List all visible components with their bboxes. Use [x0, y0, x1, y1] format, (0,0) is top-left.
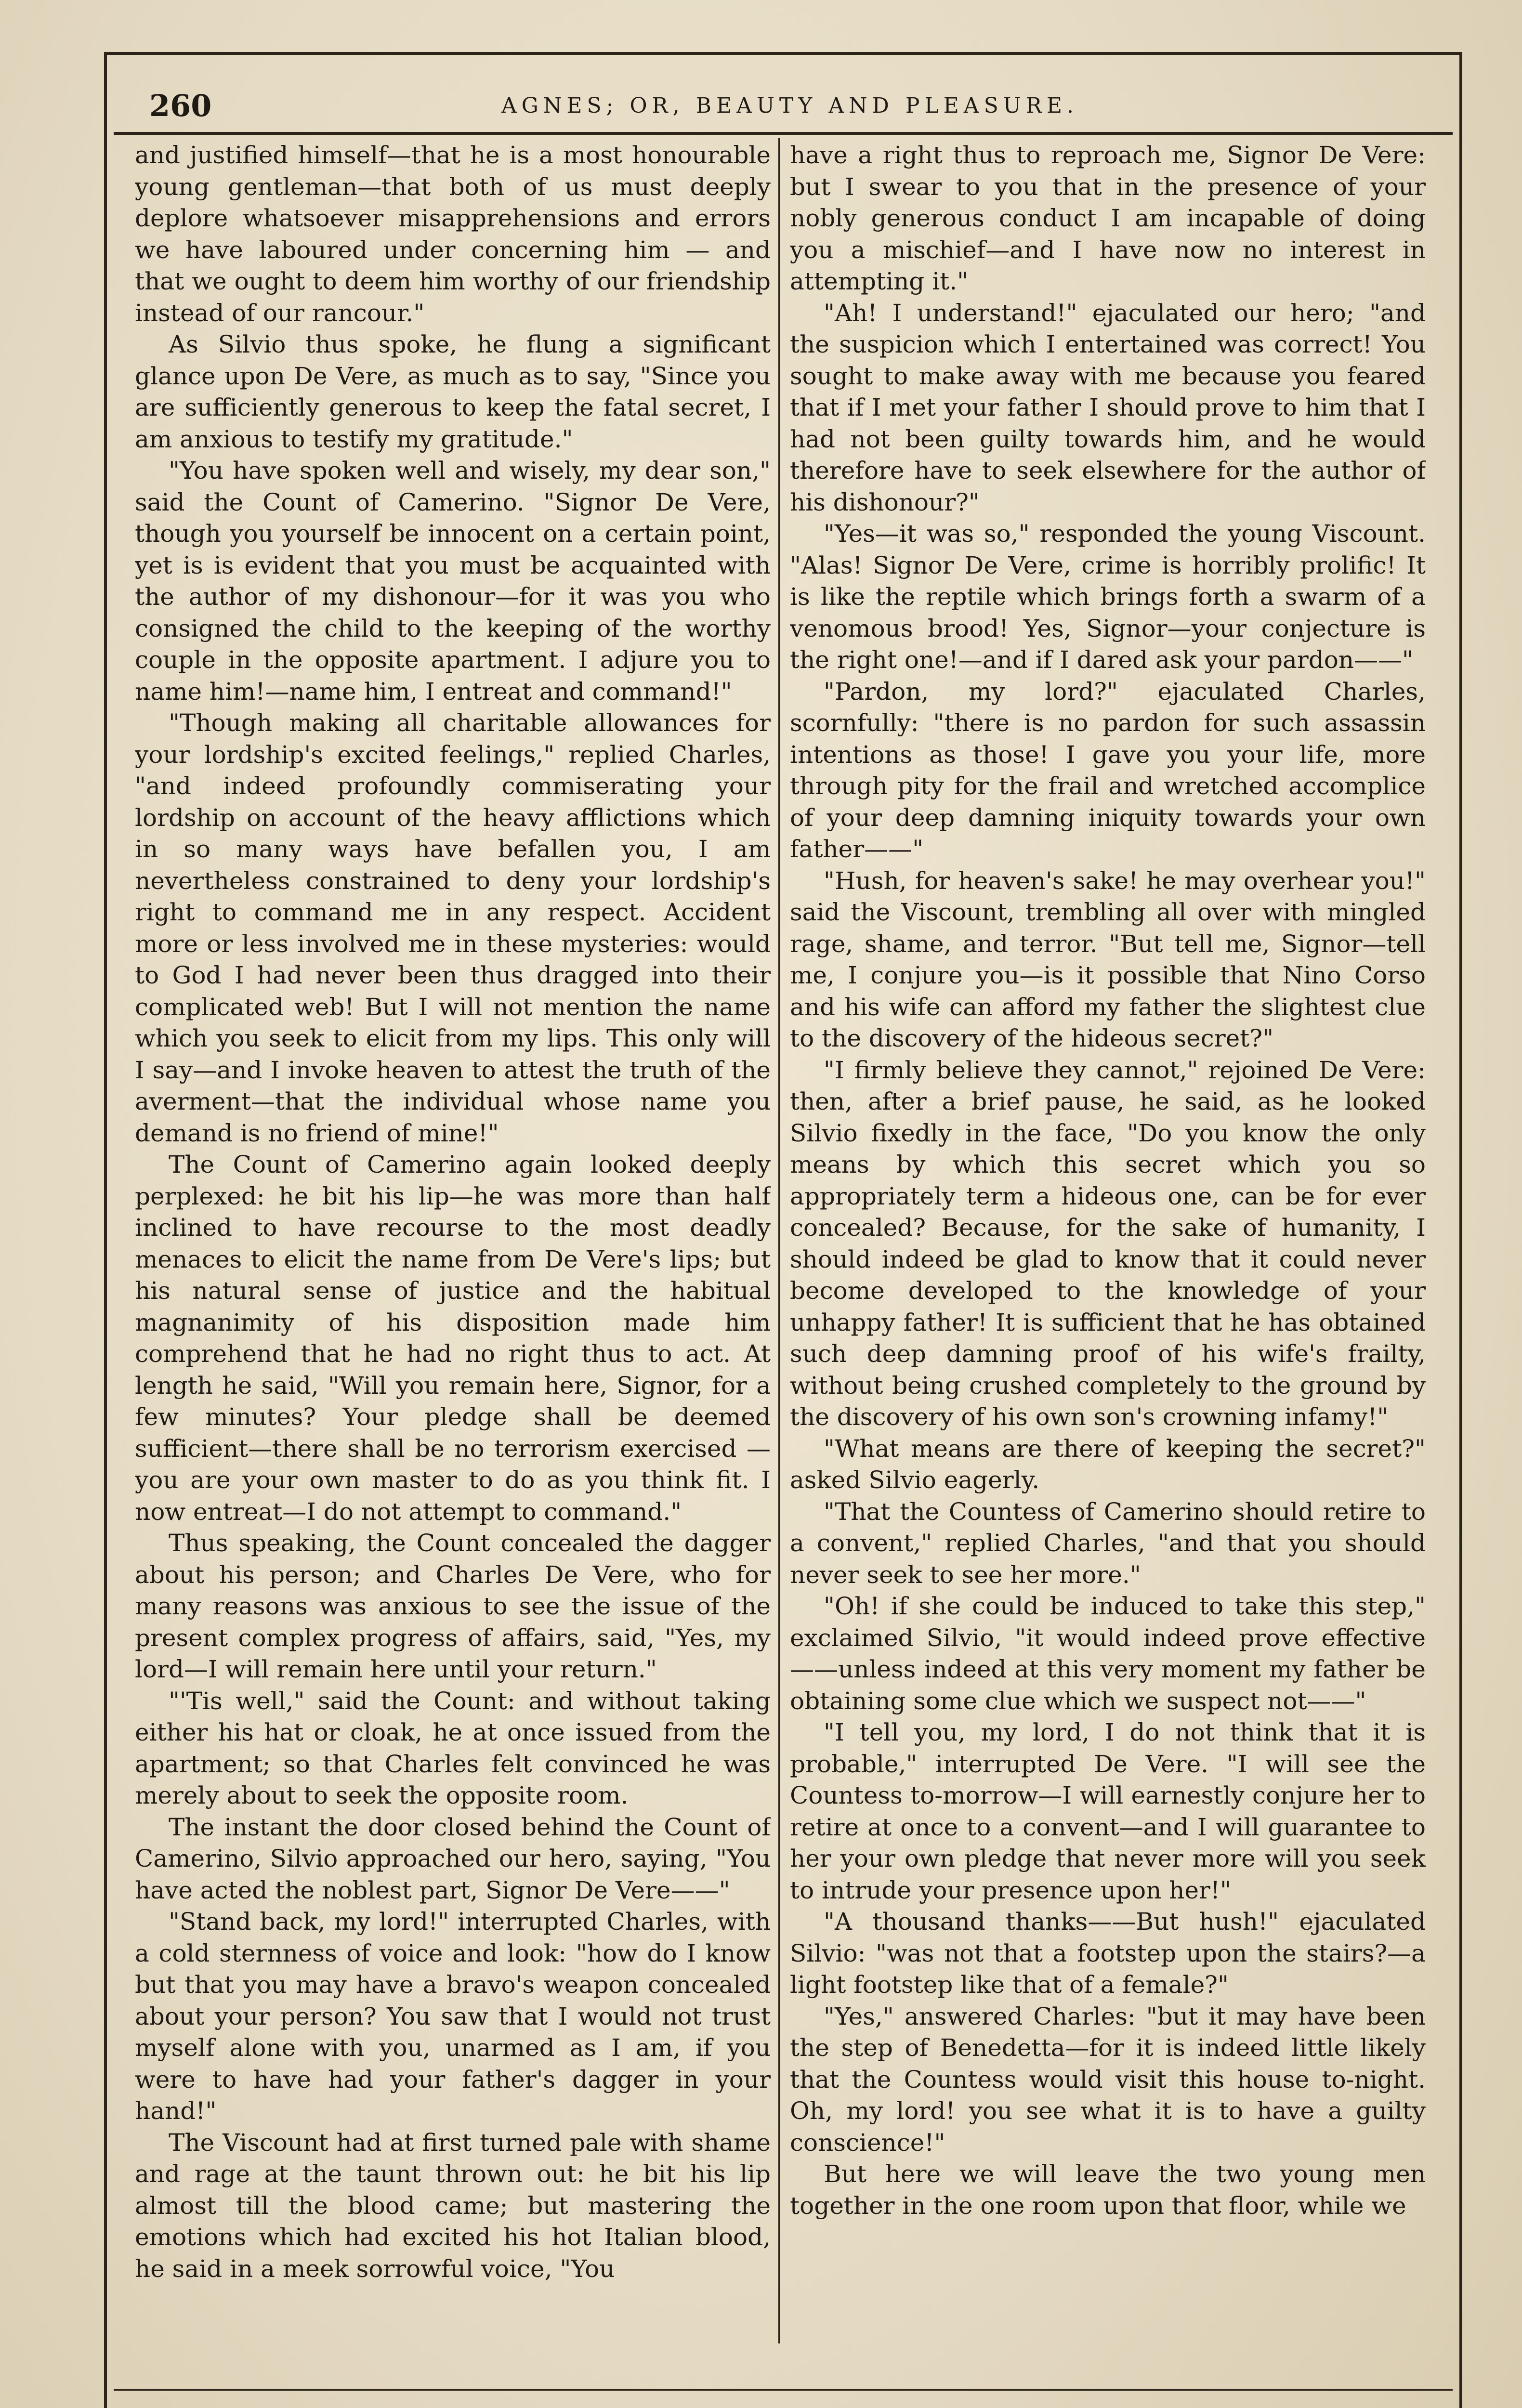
right-column [790, 140, 1426, 2365]
page-number: 260 [149, 88, 212, 123]
paragraph: "Pardon, my lord?" ejaculated Charles, scornfully: "there is no pardon for such assassin intentions as those! I gave you your life, more through pity for the frail and wretched accomplice of your deep damning iniquity towards your own father——" [790, 677, 1426, 863]
paragraph: and justified himself—that he is a most honourable young gentleman—that both of us must deeply deplore whatsoever misapprehensions and errors we have laboured under concerning him — and that we ought to deem him worthy of our friendship instead of our rancour." [135, 141, 771, 327]
paragraph: Thus speaking, the Count concealed the dagger about his person; and Charles De Vere, who for many reasons was anxious to see the issue of the present complex progress of affairs, said, "Yes, my lord—I will remain here until your return." [135, 1529, 771, 1683]
paragraph: "Stand back, my lord!" interrupted Charles, with a cold sternness of voice and look: "how do I know but that you may have a bravo's weapon concealed about your person? You saw that I would not trust myself alone with you, unarmed as I am, if you were to have had your father's dagger in your hand!" [135, 1908, 771, 2125]
paragraph: "That the Countess of Camerino should retire to a convent," replied Charles, "and that you should never seek to see her more." [790, 1497, 1426, 1589]
header-rule [114, 132, 1453, 135]
paragraph: The instant the door closed behind the Count of Camerino, Silvio approached our hero, saying, "You have acted the noblest part, Signor De Vere——" [135, 1813, 771, 1904]
running-title: AGNES; OR, BEAUTY AND PLEASURE. [501, 93, 1079, 118]
paragraph: "Oh! if she could be induced to take this step," exclaimed Silvio, "it would indeed prove effective ——unless indeed at this very moment my father be obtaining some clue which we suspect not——" [790, 1592, 1426, 1715]
paragraph: "Though making all charitable allowances for your lordship's excited feelings," replied Charles, "and indeed profoundly commiserating your lordship on account of the heavy afflictions which in so many ways have befallen you, I am nevertheless constrained to deny your lordship's right to command me in any respect. Accident more or less involved me in these mysteries: would to God I had never been thus dragged into their complicated web! But I will not mention the name which you seek to elicit from my lips. This only will I say—and I invoke heaven to attest the truth of the averment—that the individual whose name you demand is no friend of mine!" [135, 709, 771, 1147]
paragraph: "I tell you, my lord, I do not think that it is probable," interrupted De Vere. "I will see the Countess to-morrow—I will earnestly conjure her to retire at once to a convent—and I will guarantee to her your own pledge that never more will you seek to intrude your presence upon her!" [790, 1718, 1426, 1904]
paragraph: But here we will leave the two young men together in the one room upon that floor, while we [790, 2160, 1426, 2220]
paragraph: have a right thus to reproach me, Signor De Vere: but I swear to you that in the presence of your nobly generous conduct I am incapable of doing you a mischief—and I have now no interest in attempting it." [790, 141, 1426, 295]
paragraph: "A thousand thanks——But hush!" ejaculated Silvio: "was not that a footstep upon the stairs?—a light footstep like that of a female?" [790, 1908, 1426, 1999]
left-column [135, 140, 771, 2365]
paragraph: "You have spoken well and wisely, my dear son," said the Count of Camerino. "Signor De Vere, though you yourself be innocent on a certain point, yet is is evident that you must be acquainted with the author of my dishonour—for it was you who consigned the child to the keeping of the worthy couple in the opposite apartment. I adjure you to name him!—name him, I entreat and command!" [135, 457, 771, 706]
paragraph: The Count of Camerino again looked deeply perplexed: he bit his lip—he was more than half inclined to have recourse to the most deadly menaces to elicit the name from De Vere's lips; but his natural sense of justice and the habitual magnanimity of his disposition made him comprehend that he had no right thus to act. At length he said, "Will you remain here, Signor, for a few minutes? Your pledge shall be deemed sufficient—there shall be no terrorism exercised — you are your own master to do as you think fit. I now entreat—I do not attempt to command." [135, 1151, 771, 1526]
paragraph: "What means are there of keeping the secret?" asked Silvio eagerly. [790, 1434, 1426, 1494]
bottom-rule [114, 2389, 1453, 2391]
running-header [135, 82, 1445, 130]
paragraph: "Yes," answered Charles: "but it may have been the step of Benedetta—for it is indeed little likely that the Countess would visit this house to-night. Oh, my lord! you see what it is to have a guilty conscience!" [790, 2002, 1426, 2157]
paragraph: The Viscount had at first turned pale with shame and rage at the taunt thrown out: he bit his lip almost till the blood came; but mastering the emotions which had excited his hot Italian blood, he said in a meek sorrowful voice, "You [135, 2128, 771, 2283]
paragraph: "Yes—it was so," responded the young Viscount. "Alas! Signor De Vere, crime is horribly prolific! It is like the reptile which brings forth a swarm of a venomous brood! Yes, Signor—your conjecture is the right one!—and if I dared ask your pardon——" [790, 520, 1426, 674]
paragraph: "I firmly believe they cannot," rejoined De Vere: then, after a brief pause, he said, as he looked Silvio fixedly in the face, "Do you know the only means by which this secret which you so appropriately term a hideous one, can be for ever concealed? Because, for the sake of humanity, I should indeed be glad to know that it could never become developed to the knowledge of your unhappy father! It is sufficient that he has obtained such deep damning proof of his wife's frailty, without being crushed completely to the ground by the discovery of his own son's crowning infamy!" [790, 1056, 1426, 1431]
paragraph: "Hush, for heaven's sake! he may overhear you!" said the Viscount, trembling all over with mingled rage, shame, and terror. "But tell me, Signor—tell me, I conjure you—is it possible that Nino Corso and his wife can afford my father the slightest clue to the discovery of the hideous secret?" [790, 866, 1426, 1052]
paragraph: As Silvio thus spoke, he flung a significant glance upon De Vere, as much as to say, "Since you are sufficiently generous to keep the fatal secret, I am anxious to testify my gratitude." [135, 330, 771, 453]
paragraph: "'Tis well," said the Count: and without taking either his hat or cloak, he at once issued from the apartment; so that Charles felt convinced he was merely about to seek the opposite room. [135, 1687, 771, 1809]
column-divider [778, 138, 780, 2343]
paragraph: "Ah! I understand!" ejaculated our hero; "and the suspicion which I entertained was correct! You sought to make away with me because you feared that if I met your father I should prove to him that I had not been guilty towards him, and he would therefore have to seek elsewhere for the author of his dishonour?" [790, 299, 1426, 516]
